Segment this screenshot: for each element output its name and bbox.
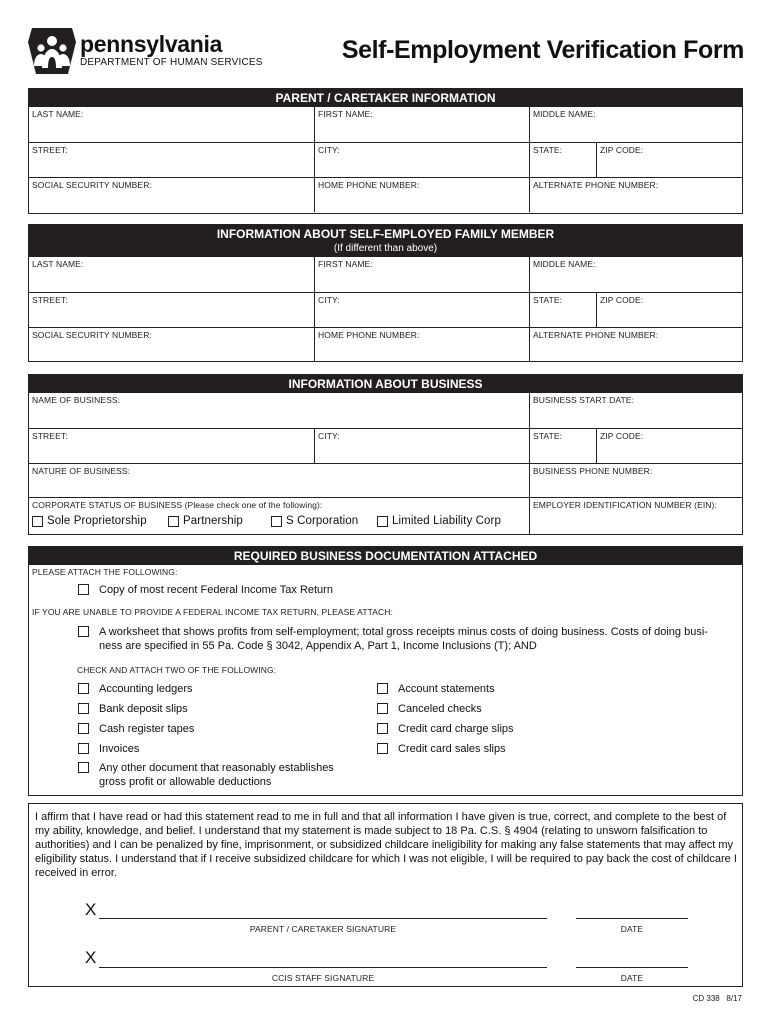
corporate-status-cell [29,498,529,534]
section-heading: INFORMATION ABOUT BUSINESS [29,375,742,393]
form-code: CD 338 8/17 [692,994,742,1003]
ccis-signature-label: CCIS STAFF SIGNATURE [271,973,375,983]
checkbox[interactable] [377,683,388,694]
doc-credit-card-charge-slips[interactable] [377,722,514,736]
parent-date-label: DATE [620,924,644,934]
nature-of-business-field[interactable]: NATURE OF BUSINESS: [32,466,131,476]
business-nature-row [29,463,742,497]
address-row [29,142,742,177]
organization-block [80,32,263,68]
first-name-field[interactable]: FIRST NAME: [314,257,529,292]
business-name-row [29,393,742,428]
option-label: Limited Liability Corp [392,515,501,527]
option-label: S Corporation [286,515,359,527]
checkbox[interactable] [168,516,179,527]
doc-label [99,761,334,789]
checkbox[interactable] [377,516,388,527]
attach-label: PLEASE ATTACH THE FOLLOWING: [32,567,178,577]
other-line-1: Any other document that reasonably establishes [99,762,334,774]
street-field[interactable]: STREET: [32,431,68,441]
doc-invoices[interactable] [78,742,139,756]
checkbox[interactable] [78,584,89,595]
parent-signature-line[interactable] [99,918,547,919]
doc-label: Credit card charge slips [398,723,514,735]
home-phone-field[interactable]: HOME PHONE NUMBER: [314,178,529,212]
status-option-llc[interactable] [377,515,501,527]
parent-signature-label: PARENT / CARETAKER SIGNATURE [249,924,397,934]
status-option-s-corporation[interactable] [271,515,377,527]
business-start-date-field[interactable]: BUSINESS START DATE: [529,393,742,428]
option-label: Partnership [183,515,243,527]
phone-row [29,177,742,212]
business-address-row [29,428,742,463]
section-heading: PARENT / CARETAKER INFORMATION [29,89,742,107]
ein-field[interactable] [529,498,742,534]
checkbox[interactable] [78,762,89,773]
first-name-field[interactable]: FIRST NAME: [314,107,529,142]
home-phone-field[interactable]: HOME PHONE NUMBER: [314,328,529,361]
check-two-label: CHECK AND ATTACH TWO OF THE FOLLOWING: [77,665,277,675]
doc-label: Account statements [398,683,495,695]
doc-other-document[interactable] [78,761,334,789]
doc-tax-return[interactable] [78,583,333,597]
doc-label: Accounting ledgers [99,683,193,695]
business-name-field[interactable]: NAME OF BUSINESS: [32,395,121,405]
name-row [29,257,742,292]
status-option-sole-proprietorship[interactable] [32,515,168,527]
corporate-status-text: CORPORATE STATUS OF BUSINESS (Please check one of the following): [32,500,323,510]
doc-credit-card-sales-slips[interactable] [377,742,506,756]
doc-label: Canceled checks [398,703,482,715]
corporate-status-row [29,497,742,534]
documentation-body [29,565,742,795]
parent-date-line[interactable] [576,918,688,919]
doc-label: Cash register tapes [99,723,195,735]
documentation-section [28,546,743,796]
affirmation-section [28,803,743,987]
doc-account-statements[interactable] [377,682,495,696]
section-heading [29,225,742,257]
worksheet-line-1: A worksheet that shows profits from self-employment; total gross receipts minus costs of doing business. Costs of doing busi- [99,626,708,638]
doc-canceled-checks[interactable] [377,702,482,716]
signature-x-mark: X [85,948,97,967]
department-name: DEPARTMENT OF HUMAN SERVICES [80,57,263,68]
option-label: Sole Proprietorship [47,515,147,527]
zip-code-field[interactable]: ZIP CODE: [596,293,742,327]
state-field[interactable]: STATE: [529,429,596,463]
parent-caretaker-section [28,88,743,214]
pa-keystone-family-logo-icon [28,28,76,74]
checkbox[interactable] [78,743,89,754]
doc-cash-register-tapes[interactable] [78,722,194,736]
checkbox[interactable] [78,703,89,714]
doc-label: Credit card sales slips [398,743,506,755]
address-row [29,292,742,327]
checkbox[interactable] [377,703,388,714]
phone-row [29,327,742,361]
state-field[interactable]: STATE: [529,293,596,327]
city-field[interactable]: CITY: [314,143,529,177]
checkbox[interactable] [78,626,89,637]
city-field[interactable]: CITY: [314,429,529,463]
city-field[interactable]: CITY: [314,293,529,327]
street-field[interactable]: STREET: [32,295,68,305]
self-employed-member-section [28,224,743,362]
zip-code-field[interactable]: ZIP CODE: [596,143,742,177]
checkbox[interactable] [271,516,282,527]
ccis-signature-line[interactable] [99,967,547,968]
ssn-field[interactable]: SOCIAL SECURITY NUMBER: [32,330,152,340]
state-field[interactable]: STATE: [529,143,596,177]
checkbox[interactable] [78,683,89,694]
doc-label: Bank deposit slips [99,703,188,715]
alternate-phone-field[interactable]: ALTERNATE PHONE NUMBER: [529,178,742,212]
signature-x-mark: X [85,900,97,919]
ccis-date-line[interactable] [576,967,688,968]
last-name-field[interactable]: LAST NAME: [32,259,84,269]
form-title: Self-Employment Verification Form [341,36,744,64]
status-option-partnership[interactable] [168,515,271,527]
last-name-field[interactable]: LAST NAME: [32,109,84,119]
other-line-2: gross profit or allowable deductions [99,776,272,788]
doc-label: Copy of most recent Federal Income Tax Return [99,584,333,596]
doc-worksheet[interactable] [78,625,738,653]
checkbox[interactable] [32,516,43,527]
business-section [28,374,743,535]
section-heading: REQUIRED BUSINESS DOCUMENTATION ATTACHED [29,547,742,565]
middle-name-field[interactable]: MIDDLE NAME: [529,107,742,142]
name-row [29,107,742,142]
doc-label [99,625,708,653]
worksheet-line-2: ness are specified in 55 Pa. Code § 3042, Appendix A, Part 1, Income Inclusions (T); AND [99,640,537,652]
form-header [28,28,744,76]
checkbox[interactable] [377,743,388,754]
doc-accounting-ledgers[interactable] [78,682,193,696]
unable-label: IF YOU ARE UNABLE TO PROVIDE A FEDERAL INCOME TAX RETURN, PLEASE ATTACH: [32,607,393,617]
zip-code-field[interactable]: ZIP CODE: [596,429,742,463]
corporate-status-options [29,510,529,530]
doc-bank-deposit-slips[interactable] [78,702,188,716]
ein-label: EMPLOYER IDENTIFICATION NUMBER (EIN): [533,500,717,510]
middle-name-field[interactable]: MIDDLE NAME: [529,257,742,292]
doc-label: Invoices [99,743,140,755]
ssn-field[interactable]: SOCIAL SECURITY NUMBER: [32,180,152,190]
ccis-date-label: DATE [620,973,644,983]
affirmation-text: I affirm that I have read or had this statement read to me in full and that all information I have given is true, correct, and complete to the best of my ability, knowledge, and belief. I understand that my statement is made subject to 18 Pa. C.S. § 4904 (relating to unsworn falsification to authorities) and I can be penalized by fine, imprisonment, or subsidized childcare ineligibility for making any false statements that may affect my eligibility status. I understand that if I receive subsidized childcare for which I was not eligible, I will be required to pay back the cost of childcare I received in error. [35,811,737,879]
checkbox[interactable] [377,723,388,734]
alternate-phone-field[interactable]: ALTERNATE PHONE NUMBER: [529,328,742,361]
corporate-status-label [29,498,529,510]
business-phone-field[interactable]: BUSINESS PHONE NUMBER: [529,464,742,497]
organization-name: pennsylvania [80,31,223,57]
section-heading-title: INFORMATION ABOUT SELF-EMPLOYED FAMILY MEMBER [216,227,555,241]
checkbox[interactable] [78,723,89,734]
section-subheading: (If different than above) [333,243,438,254]
street-field[interactable]: STREET: [32,145,68,155]
